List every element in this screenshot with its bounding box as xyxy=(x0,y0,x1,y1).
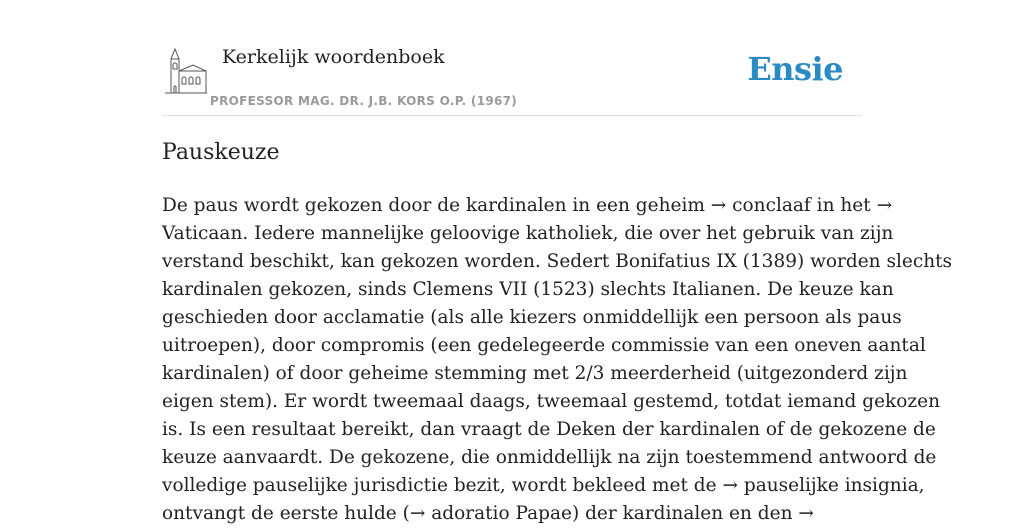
text-segment: in het xyxy=(810,195,877,216)
text-line xyxy=(162,416,936,444)
text-segment: is. Is een resultaat bereikt, dan vraagt de Deken der kardinalen of de gekozene de xyxy=(162,419,936,440)
text-segment: kardinalen gekozen, sinds Clemens VII (1523) slechts Italianen. De keuze kan xyxy=(162,279,894,300)
text-line xyxy=(162,248,953,276)
text-line xyxy=(162,192,893,220)
text-segment: kardinalen) of door geheime stemming met 2/3 meerderheid (uitgezonderd zijn xyxy=(162,363,908,384)
text-segment: . Iedere mannelijke geloovige katholiek, die over het gebruik van zijn xyxy=(242,223,894,244)
text-line xyxy=(162,444,937,472)
book-title: Kerkelijk woordenboek xyxy=(222,46,445,68)
text-line xyxy=(162,220,894,248)
text-segment: De paus wordt gekozen door de kardinalen in een geheim xyxy=(162,195,711,216)
text-segment: eigen stem). Er wordt tweemaal daags, tweemaal gestemd, totdat iemand gekozen xyxy=(162,391,941,412)
book-author: PROFESSOR MAG. DR. J.B. KORS O.P. (1967) xyxy=(210,94,518,108)
text-segment: ontvangt de eerste hulde ( xyxy=(162,503,410,524)
church-icon xyxy=(165,49,207,95)
text-segment: , xyxy=(918,475,925,496)
entry-body xyxy=(162,192,953,528)
header xyxy=(162,40,862,116)
text-line xyxy=(162,304,902,332)
text-line xyxy=(162,472,925,500)
text-segment: uitroepen), door compromis (een gedelegeerde commissie van een oneven aantal xyxy=(162,335,926,356)
text-segment: geschieden door acclamatie (als alle kiezers onmiddellijk een persoon als paus xyxy=(162,307,902,328)
cross-reference-link[interactable]: → pauselijke insignia xyxy=(722,475,919,496)
cross-reference-link[interactable]: → xyxy=(876,195,893,216)
text-segment: verstand beschikt, kan gekozen worden. Sedert Bonifatius IX (1389) worden slechts xyxy=(162,251,953,272)
text-segment: keuze aanvaardt. De gekozene, die onmiddellijk na zijn toestemmend antwoord de xyxy=(162,447,937,468)
ensie-logo-link[interactable]: Ensie xyxy=(747,50,843,88)
cross-reference-link[interactable]: → xyxy=(798,503,814,524)
text-line xyxy=(162,388,941,416)
text-line xyxy=(162,332,926,360)
cross-reference-link[interactable]: → adoratio Papae xyxy=(409,503,572,524)
cross-reference-link[interactable]: → conclaaf xyxy=(710,195,811,216)
text-line xyxy=(162,276,894,304)
entry-title: Pauskeuze xyxy=(162,140,280,165)
text-line xyxy=(162,500,866,528)
text-line xyxy=(162,360,908,388)
text-segment: ) der kardinalen en den xyxy=(571,503,799,524)
cross-reference-link[interactable]: Vaticaan xyxy=(162,223,243,244)
text-segment: volledige pauselijke jurisdictie bezit, wordt bekleed met de xyxy=(162,475,723,496)
